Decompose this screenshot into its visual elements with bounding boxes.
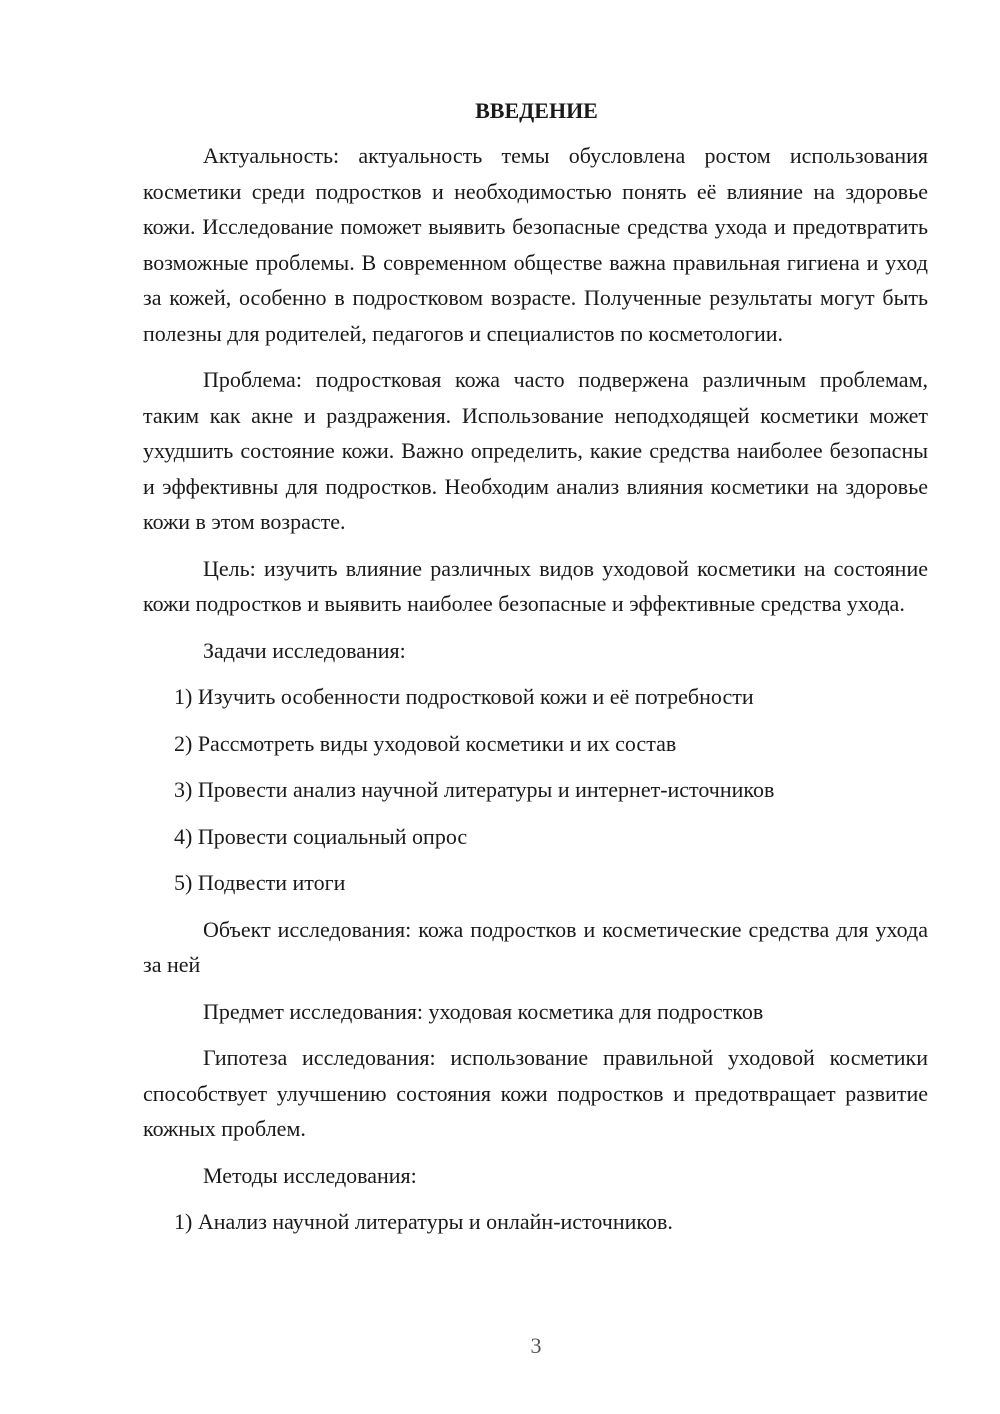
paragraph-subject: Предмет исследования: уходовая косметика для подростков <box>203 998 764 1024</box>
tasks-heading: Задачи исследования: <box>203 637 406 663</box>
paragraph-problem: Проблема: подростковая кожа часто подвержена различным проблемам, таким как акне и раздражения. Использование неподходящей косметики может ухудшить состояние кожи. Важно определить, какие средства наиболее безопасны и эффективны для подростков. Необходим анализ влияния косметики на здоровье кожи в этом возрасте. <box>143 367 928 534</box>
task-item-3: 3) Провести анализ научной литературы и интернет-источников <box>174 777 775 802</box>
section-title: ВВЕДЕНИЕ <box>475 98 598 123</box>
paragraph-relevance: Актуальность: актуальность темы обусловлена ростом использования косметики среди подростков и необходимостью понять её влияние на здоровье кожи. Исследование поможет выявить безопасные средства ухода и предотвратить возможные проблемы. В современном обществе важна правильная гигиена и уход за кожей, особенно в подростковом возрасте. Полученные результаты могут быть полезны для родителей, педагогов и специалистов по косметологии. <box>143 143 928 346</box>
methods-heading: Методы исследования: <box>203 1162 417 1188</box>
page-content <box>143 96 928 1240</box>
task-item-5: 5) Подвести итоги <box>174 870 346 895</box>
method-item-1: 1) Анализ научной литературы и онлайн-источников. <box>174 1209 673 1234</box>
paragraph-hypothesis: Гипотеза исследования: использование правильной уходовой косметики способствует улучшению состояния кожи подростков и предотвращает развитие кожных проблем. <box>143 1045 928 1141</box>
page-number: 3 <box>530 1333 542 1358</box>
paragraph-object: Объект исследования: кожа подростков и косметические средства для ухода за ней <box>143 916 928 977</box>
task-item-4: 4) Провести социальный опрос <box>174 823 468 849</box>
task-item-2: 2) Рассмотреть виды уходовой косметики и их состав <box>174 730 677 756</box>
paragraph-goal: Цель: изучить влияние различных видов уходовой косметики на состояние кожи подростков и выявить наиболее безопасные и эффективные средства ухода. <box>143 555 928 616</box>
task-item-1: 1) Изучить особенности подростковой кожи и её потребности <box>174 684 754 709</box>
